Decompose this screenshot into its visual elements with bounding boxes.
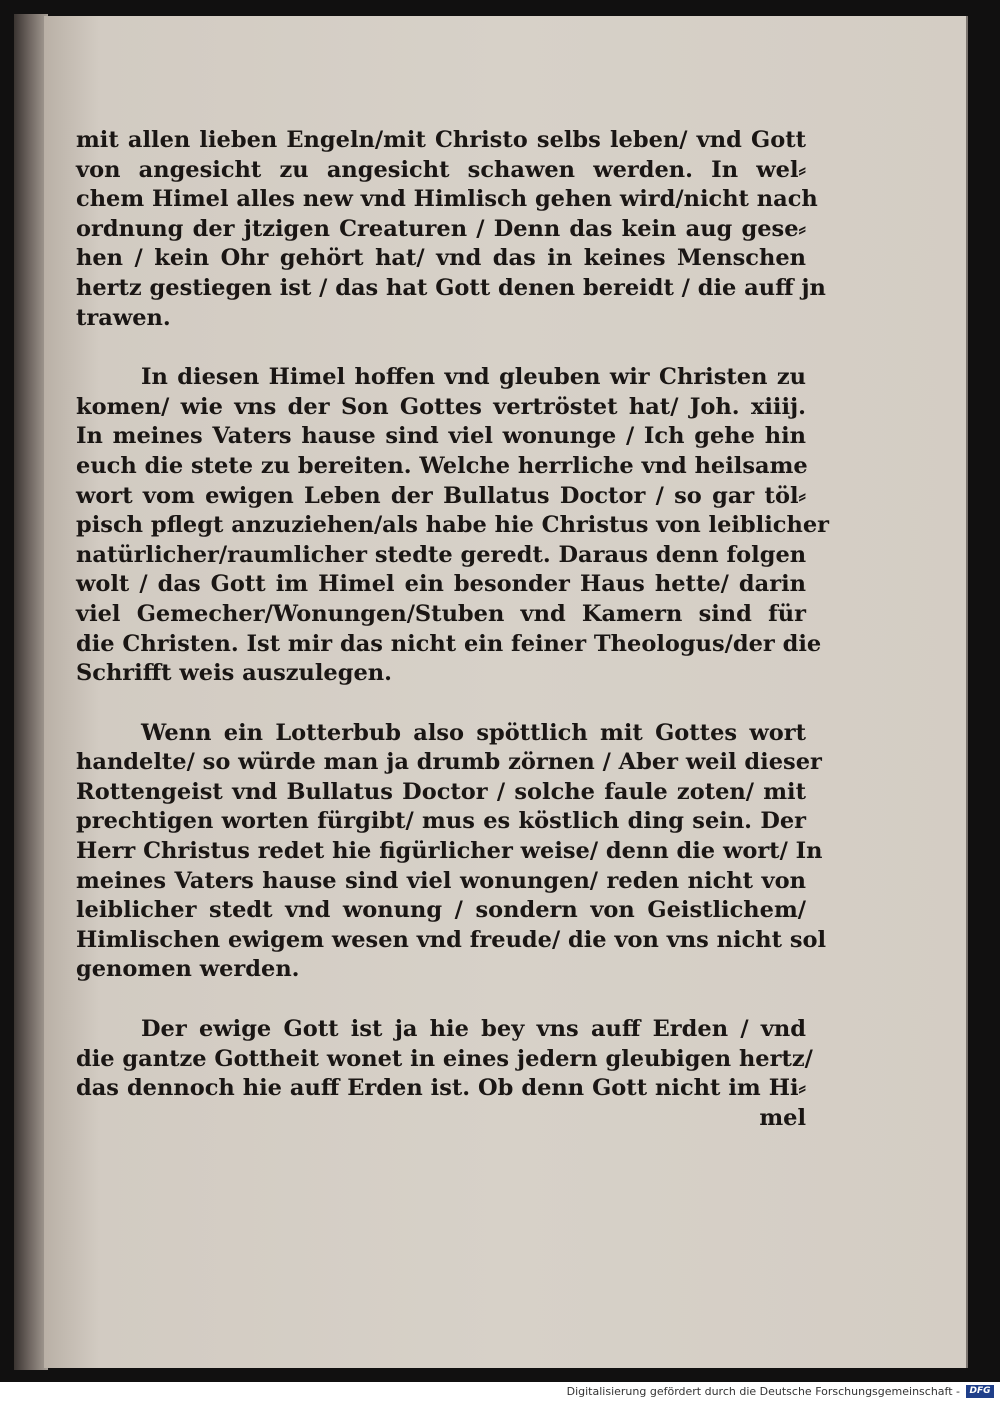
text-line: euch die stete zu bereiten. Welche herrliche vnd heilsame — [76, 452, 808, 479]
text-line: hertz gestiegen ist / das hat Gott denen bereidt / die auff jn — [76, 274, 826, 301]
text-line: meines Vaters hause sind viel wonungen/ reden nicht von — [76, 867, 806, 894]
text-line: Himlischen ewigem wesen vnd freude/ die von vns nicht sol — [76, 926, 827, 953]
text-line: Schrifft weis auszulegen. — [76, 660, 392, 687]
text-line: komen/ wie vns der Son Gottes vertröstet hat/ Joh. xiiij. — [76, 393, 806, 420]
text-line: wort vom ewigen Leben der Bullatus Doctor / so gar töl⸗ — [76, 482, 806, 509]
text-line: pisch pflegt anzuziehen/als habe hie Christus von leiblicher — [76, 512, 829, 539]
body-text-block — [76, 126, 829, 1133]
text-line: genomen werden. — [76, 956, 300, 983]
text-line: Wenn ein Lotterbub also spöttlich mit Gottes wort — [141, 719, 806, 746]
book-spine-edge — [14, 14, 48, 1370]
text-line: Rottengeist vnd Bullatus Doctor / solche faule zoten/ mit — [76, 778, 806, 805]
text-line: wolt / das Gott im Himel ein besonder Haus hette/ darin — [76, 571, 806, 598]
text-line: viel Gemecher/Wonungen/Stuben vnd Kamern sind für — [76, 600, 806, 627]
text-line: die gantze Gottheit wonet in eines jedern gleubigen hertz/ — [76, 1045, 813, 1072]
text-line: Herr Christus redet hie figürlicher weise/ denn die wort/ In — [76, 838, 823, 865]
text-line: chem Himel alles new vnd Himlisch gehen wird/nicht nach — [76, 186, 818, 213]
paragraph-2 — [76, 363, 829, 689]
text-line: trawen. — [76, 304, 171, 331]
paper-sheet — [44, 16, 968, 1368]
text-line: hen / kein Ohr gehört hat/ vnd das in keines Menschen — [76, 245, 806, 272]
catchword: mel — [759, 1104, 806, 1131]
paragraph-3 — [76, 719, 827, 985]
dfg-logo-icon[interactable]: DFG — [966, 1385, 994, 1398]
text-line: In diesen Himel hoffen vnd gleuben wir Christen zu — [141, 364, 806, 391]
paragraph-4 — [76, 1015, 813, 1133]
text-line: ordnung der jtzigen Creaturen / Denn das kein aug gese⸗ — [76, 215, 806, 242]
text-line: von angesicht zu angesicht schawen werden. In wel⸗ — [76, 156, 806, 183]
paragraph-1 — [76, 126, 826, 333]
funding-credit-text: Digitalisierung gefördert durch die Deutsche Forschungsgemeinschaft - — [566, 1385, 960, 1398]
text-line: leiblicher stedt vnd wonung / sondern von Geistlichem/ — [76, 897, 806, 924]
text-line: das dennoch hie auff Erden ist. Ob denn Gott nicht im Hi⸗ — [76, 1075, 806, 1102]
text-line: natürlicher/raumlicher stedte geredt. Daraus denn folgen — [76, 541, 807, 568]
text-line: mit allen lieben Engeln/mit Christo selbs leben/ vnd Gott — [76, 127, 806, 153]
text-line: prechtigen worten fürgibt/ mus es köstlich ding sein. Der — [76, 808, 806, 835]
text-line: handelte/ so würde man ja drumb zörnen / Aber weil dieser — [76, 749, 822, 776]
text-line: In meines Vaters hause sind viel wonunge / Ich gehe hin — [76, 423, 806, 450]
text-line: die Christen. Ist mir das nicht ein feiner Theologus/der die — [76, 630, 822, 657]
digitization-footer — [0, 1382, 1000, 1403]
text-line: Der ewige Gott ist ja hie bey vns auff Erden / vnd — [141, 1016, 806, 1043]
